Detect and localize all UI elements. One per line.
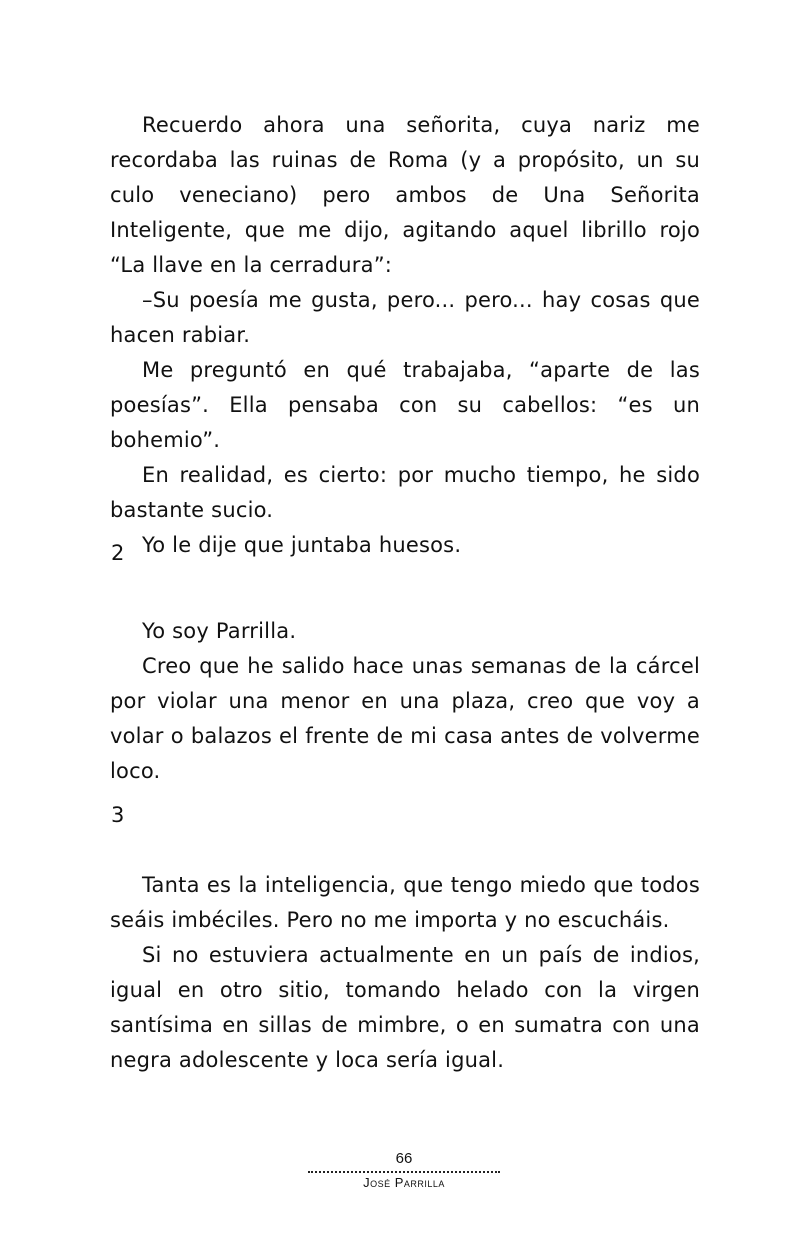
page-number: 66 bbox=[395, 1150, 413, 1167]
dotted-divider bbox=[308, 1171, 500, 1173]
section-3-text bbox=[110, 868, 700, 1078]
section-number: 2 bbox=[111, 541, 125, 565]
section-1-text bbox=[110, 108, 700, 563]
section-2-text bbox=[110, 614, 700, 789]
paragraph: Me preguntó en qué trabajaba, “aparte de las poesías”. Ella pensaba con su cabellos: “es un bohemio”. bbox=[110, 358, 700, 452]
paragraph: Recuerdo ahora una señorita, cuya nariz me recordaba las ruinas de Roma (y a propósito, un su culo veneciano) pero ambos de Una Señorita Inteligente, que me dijo, agitando aquel librillo rojo “La llave en la cerradura”: bbox=[110, 113, 700, 277]
paragraph: –Su poesía me gusta, pero... pero... hay cosas que hacen rabiar. bbox=[110, 288, 700, 347]
page-footer bbox=[308, 1150, 500, 1191]
paragraph: Creo que he salido hace unas semanas de la cárcel por violar una menor en una plaza, creo que voy a volar o balazos el frente de mi casa antes de volverme loco. bbox=[110, 654, 700, 783]
paragraph: Yo le dije que juntaba huesos. bbox=[142, 533, 462, 557]
paragraph: Yo soy Parrilla. bbox=[142, 619, 297, 643]
section-number: 3 bbox=[111, 803, 125, 827]
author-name: José Parrilla bbox=[363, 1175, 445, 1190]
paragraph: Si no estuviera actualmente en un país de indios, igual en otro sitio, tomando helado con la virgen santísima en sillas de mimbre, o en sumatra con una negra adolescente y loca sería igual. bbox=[110, 943, 700, 1072]
paragraph: En realidad, es cierto: por mucho tiempo, he sido bastante sucio. bbox=[110, 463, 700, 522]
paragraph: Tanta es la inteligencia, que tengo miedo que todos seáis imbéciles. Pero no me importa y no escucháis. bbox=[110, 873, 700, 932]
